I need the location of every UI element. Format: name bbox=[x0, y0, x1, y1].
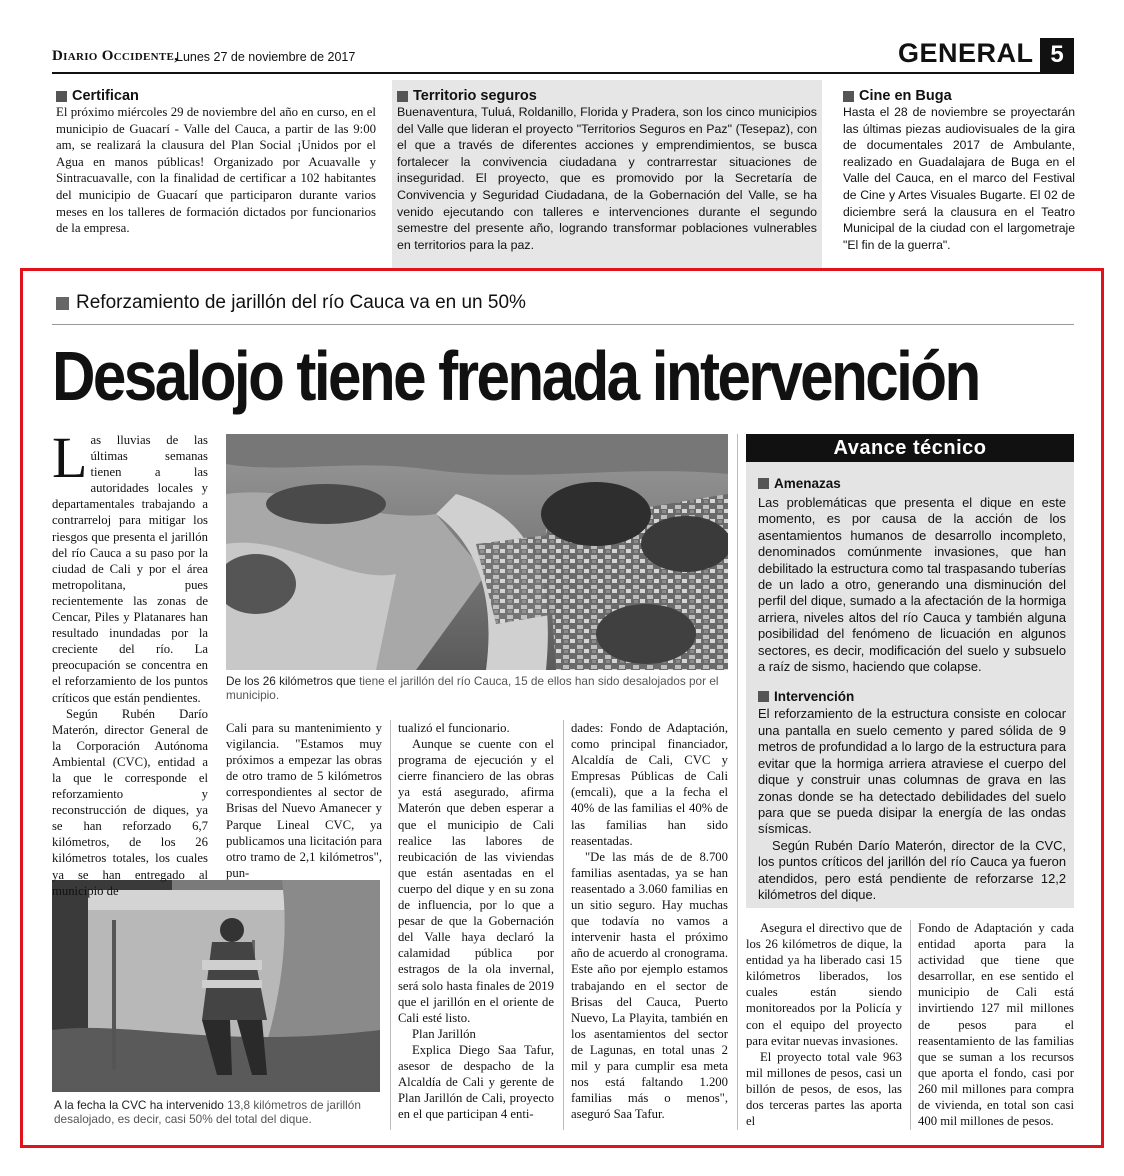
article-column-6 bbox=[918, 920, 1074, 1129]
aerial-photo bbox=[226, 434, 728, 670]
brief-cine bbox=[843, 88, 1075, 253]
paragraph: Según Rubén Darío Materón, director General de la Corporación Autónoma Ambiental (CVC), entidad a la que le corresponde el reforzamiento y reconstrucción de diques, ya se han reforzado 6,7 kilómetros, de los 26 kilómetros totales, los cuales ya se han entregado al municipio de bbox=[52, 706, 208, 898]
subhead-text: Amenazas bbox=[774, 476, 841, 491]
sidebar-title: Avance técnico bbox=[746, 434, 1074, 462]
kicker-text: Reforzamiento de jarillón del río Cauca va en un 50% bbox=[76, 292, 526, 313]
article-column-2 bbox=[226, 720, 382, 881]
brief-title bbox=[397, 88, 817, 104]
worker-photo bbox=[52, 880, 380, 1092]
worker-photo-caption bbox=[54, 1098, 380, 1126]
issue-date: Lunes 27 de noviembre de 2017 bbox=[176, 50, 356, 64]
article-headline: Desalojo tiene frenada intervención bbox=[52, 337, 979, 415]
caption-lead: A la fecha la CVC ha intervenido bbox=[54, 1098, 224, 1112]
paragraph: "De las más de de 8.700 familias asentadas, ya se han reasentado a 3.060 familias en un sitio seguro. Hay muchas que todavía no vamos a intervenir hasta el próximo año de acuerdo al cronograma. Este año por ejemplo estamos trabajando en el sector de Brisas del Cauca, Puerto Nuevo, La Playita, también en los asentamientos del sector de Lagunas, en total unas 2 mil y para cumplir esa meta nos está faltando 1.200 familias más o menos", aseguró Saa Tafur. bbox=[571, 849, 728, 1122]
brief-body: Buenaventura, Tuluá, Roldanillo, Florida y Pradera, son los cinco municipios del Valle que lideran el proyecto "Territorios Seguros en Paz" (Tesepaz), con el que a través de diferentes acciones y emprendimientos, se busca fortalecer la convivencia ciudadana y contrarrestar situaciones de inseguridad. El proyecto, que es promovido por la Secretaría de Convivencia y Seguridad Ciudadana, de la Gobernación del Valle, se ha venido ejecutando con talleres e intervenciones durante el segundo semestre del presente año, logrando transformar poblaciones vulnerables en territorios para la paz. bbox=[397, 105, 817, 252]
paragraph: tualizó el funcionario. bbox=[398, 721, 510, 735]
brief-title bbox=[56, 88, 376, 104]
lead-paragraph bbox=[52, 425, 208, 706]
paragraph: Cali para su mantenimiento y vigilancia. "Estamos muy próximos a empezar las obras de otro tramo de 5 kilómetros correspondientes al sector de Brisas del Nuevo Amanecer y Parque Lineal CVC, ya publicamos una licitación para otro tramo de 2,1 kilómetros", pun- bbox=[226, 721, 382, 880]
aerial-photo-caption bbox=[226, 674, 728, 702]
brief-body: El próximo miércoles 29 de noviembre del año en curso, en el municipio de Guacarí - Valle del Cauca, a partir de las 9:00 am, se realizará la clausura del Plan Social ¡Unidos por el Agua en manos públicas! Organizado por Acuavalle y Sintracuavalle, con la finalidad de certificar a 102 habitantes del municipio de Guacarí que participaron durante varios meses en los talleres de formación dictados por funcionarios de la empresa. bbox=[56, 105, 376, 236]
brief-body: Hasta el 28 de noviembre se proyectarán las últimas piezas audiovisuales de la gira de documentales 2017 de Ambulante, realizado en Guadalajara de Buga en el Valle del Cauca, en el marco del Festival de Cine y Artes Visuales Bugarte. El 02 de diciembre será la clausura en el Teatro Municipal de la ciudad con el largometraje "El fin de la guerra". bbox=[843, 105, 1075, 252]
paragraph: Explica Diego Saa Tafur, asesor de despacho de la Alcaldía de Cali y gerente de Plan Jarillón de Cali, proyecto en el que participan 4 enti- bbox=[398, 1042, 554, 1122]
sidebar-subhead-amenazas bbox=[758, 476, 1066, 491]
article-column-4 bbox=[571, 720, 728, 1122]
paragraph-text: as lluvias de las últimas semanas tienen a las autoridades locales y departamentales trabajando a contrarreloj para mitigar los riesgos que presenta el jarillón del río Cauca a su paso por la ciudad de Cali y por el área metropolitana, pues recientemente las zonas de Cencar, Piles y Platanares han resultado inundadas por la creciente del río. La preocupación se concentra en el reforzamiento de los puntos críticos que están pendientes. bbox=[52, 433, 208, 705]
square-bullet-icon bbox=[758, 478, 769, 489]
paragraph: dades: Fondo de Adaptación, como principal financiador, Alcaldía de Cali, CVC y Empresas Públicas de Cali (emcali), que a la fecha el 40% de las familias el 40% de las familias han sido reasentadas. bbox=[571, 721, 728, 848]
sidebar-subhead-intervencion bbox=[758, 689, 1066, 704]
square-bullet-icon bbox=[397, 91, 408, 102]
caption-rest: 13,8 kilómetros de jarillón desalojado, es decir, casi 50% del total del dique. bbox=[54, 1098, 361, 1126]
page-number: 5 bbox=[1040, 38, 1074, 72]
sidebar-content bbox=[758, 476, 1066, 903]
sidebar-text: Las problemáticas que presenta el dique en este momento, es por causa de la acción de los asentamientos humanos de desarrollo incompleto, denominados comúnmente invasiones, que han debilitado la estructura como tal traspasando tuberías de un lado a otro, generando una disminución del perfil del dique, sumado a la afectación de la hormiga arriera, niveles altos del río Cauca y también alguna posibilidad del fenómeno de licuación en algunos sectores, es decir, modificación del suelo y subsuelo a raíz de sismo, haciendo que colapse. bbox=[758, 495, 1066, 675]
paragraph: El proyecto total vale 963 mil millones de pesos, casi un billón de pesos, de esos, las dos terceras partes las aporta el bbox=[746, 1049, 902, 1129]
paragraph: Aunque se cuente con el programa de ejecución y el cierre financiero de las obras ya está asegurado, afirma Materón que deben esperar a que el municipio de Cali realice las labores de reubicación de las viviendas que están asentadas en el cuerpo del dique y en su zona de influencia, por lo que a pesar de que la Gobernación del Valle haya declaró la calamidad pública por estragos de la ola invernal, será solo hasta finales de 2019 que el jarillón en el oriente de Cali esté listo. bbox=[398, 737, 554, 1025]
brief-title-text: Certifican bbox=[72, 88, 139, 104]
kicker-rule bbox=[52, 324, 1074, 325]
column-rule bbox=[563, 720, 564, 1130]
worker-photo-image bbox=[52, 880, 380, 1092]
caption-lead: De los 26 kilómetros que bbox=[226, 674, 356, 688]
article-column-3 bbox=[398, 720, 554, 1122]
drop-cap: L bbox=[52, 425, 88, 490]
subheading-plan-jarillon: Plan Jarillón bbox=[412, 1026, 476, 1041]
column-rule bbox=[737, 434, 738, 1130]
paragraph: Fondo de Adaptación y cada entidad aporta para la actividad que tiene que desarrollar, en ese sentido el municipio de Cali está invirtiendo 127 mil millones de pesos para el reasentamiento de las familias que se suman a los recursos que aporta el fondo, casi por 260 mil millones para compra de vivienda, en total son casi 400 mil millones de pesos. bbox=[918, 921, 1074, 1129]
article-column-1 bbox=[52, 425, 208, 899]
brief-title bbox=[843, 88, 1075, 104]
square-bullet-icon bbox=[758, 691, 769, 702]
paragraph: Asegura el directivo que de los 26 kilómetros de dique, la entidad ya ha liberado casi 15 kilómetros liberados, los cuales están siendo monitoreados por la Policía y con el equipo del proyecto para evitar nuevas invasiones. bbox=[746, 921, 902, 1048]
newspaper-name: Diario Occidente, bbox=[52, 48, 179, 64]
aerial-photo-image bbox=[226, 434, 728, 670]
subhead-text: Intervención bbox=[774, 689, 855, 705]
column-rule bbox=[390, 720, 391, 1130]
caption-rest: tiene el jarillón del río Cauca, 15 de ellos han sido desalojados por el municipio. bbox=[226, 674, 719, 702]
brief-territorio bbox=[397, 88, 817, 253]
square-bullet-icon bbox=[56, 91, 67, 102]
column-rule bbox=[910, 920, 911, 1130]
header-rule bbox=[52, 72, 1074, 74]
article-column-5 bbox=[746, 920, 902, 1129]
section-title: GENERAL bbox=[898, 38, 1034, 68]
brief-title-text: Territorio seguros bbox=[413, 88, 537, 104]
article-kicker bbox=[56, 292, 526, 314]
sidebar-text: El reforzamiento de la estructura consiste en colocar una pantalla en suelo cemento y pared sólida de 9 metros de profundidad a lo largo de la estructura para evitar que la hormiga arriera atraviese el cuerpo del dique y construir unas columnas de grava en las zonas donde se ha detectado debilidades del suelo para que se pueda disipar la energía de las ondas sísmicas. bbox=[758, 706, 1066, 837]
brief-certifican bbox=[56, 88, 376, 237]
brief-title-text: Cine en Buga bbox=[859, 88, 952, 104]
sidebar-text: Según Rubén Darío Materón, director de la CVC, los puntos críticos del jarillón del río Cauca ya fueron atendidos, pero está pendiente de reforzarse 12,2 kilómetros del dique. bbox=[758, 837, 1066, 902]
square-bullet-icon bbox=[843, 91, 854, 102]
square-bullet-icon bbox=[56, 297, 69, 310]
